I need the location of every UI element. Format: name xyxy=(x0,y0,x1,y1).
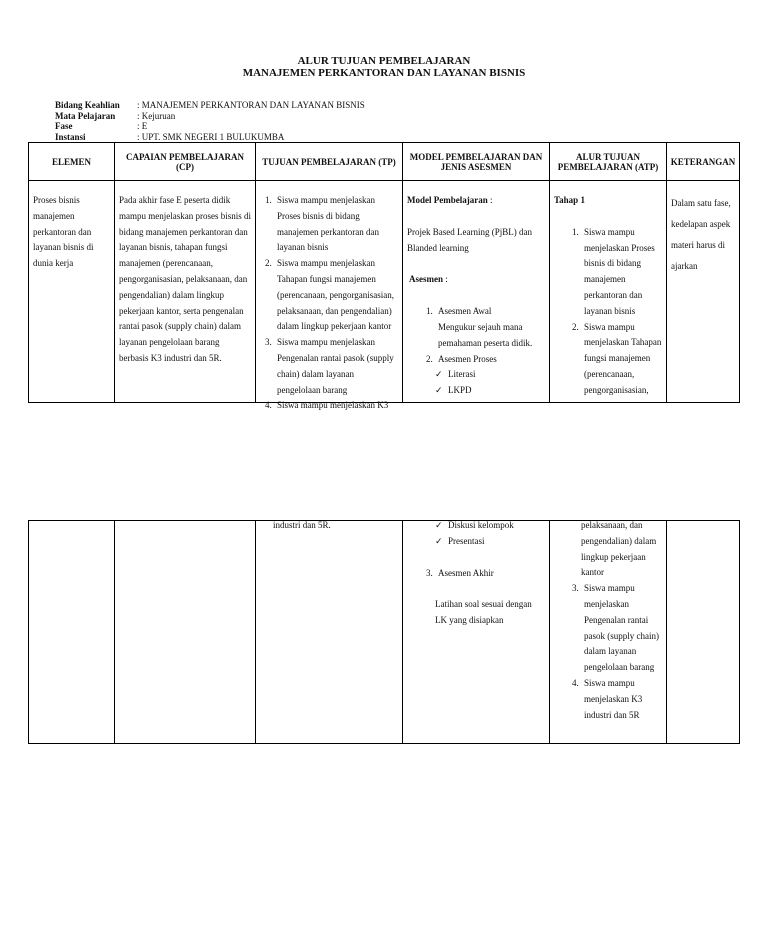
atp-item: 4. Siswa mampu menjelaskan K3 industri dan 5R xyxy=(581,676,662,723)
info-row xyxy=(55,121,365,132)
info-value: : UPT. SMK NEGERI 1 BULUKUMBA xyxy=(137,131,285,142)
header-elemen: ELEMEN xyxy=(29,143,115,181)
header-cp: CAPAIAN PEMBELAJARAN (CP) xyxy=(115,143,256,181)
atp-item: 2. Siswa mampu menjelaskan Tahapan fungsi manajemen (perencanaan, pengorganisasian, xyxy=(581,320,662,399)
cell-cp: Pada akhir fase E peserta didik mampu menjelaskan proses bisnis di bidang manajemen perkantoran dan layanan bisnis, tahapan fungsi manajemen (perencanaan, pengorganisasian, pelaksanaan, dan pengendalian) dalam lingkup pekerjaan kantor, serta pengenalan rantai pasok (supply chain) dalam layanan pengelolaan barang berbasis K3 industri dan 5R. xyxy=(119,195,251,363)
check-item: ✓ Diskusi kelompok xyxy=(448,518,545,534)
cell-atp-cont xyxy=(550,518,666,740)
atp-table-page1 xyxy=(28,142,740,411)
cell-model-cont xyxy=(403,518,549,740)
cell-atp xyxy=(550,181,666,402)
asesmen-title: Asesmen Awal xyxy=(438,306,492,317)
cell-tp xyxy=(256,181,402,411)
info-value: : Kejuruan xyxy=(137,110,176,121)
cell-elemen: Proses bisnis manajemen perkantoran dan layanan bisnis di dunia kerja xyxy=(33,195,94,269)
check-item: ✓ Literasi xyxy=(448,367,545,383)
atp-table-page2 xyxy=(28,520,740,744)
model-text: Projek Based Learning (PjBL) dan Blanded learning xyxy=(407,226,532,253)
tp-item: 2. Siswa mampu menjelaskan Tahapan fungsi manajemen (perencanaan, pengorganisasian, pelaksanaan, dan pengendalian) dalam lingkup pekerjaan kantor xyxy=(274,256,398,335)
asesmen-title: Asesmen Proses xyxy=(438,353,497,364)
info-value: : MANAJEMEN PERKANTORAN DAN LAYANAN BISNIS xyxy=(137,100,365,110)
cell-keterangan-cont xyxy=(667,521,739,743)
info-row xyxy=(55,100,365,111)
cell-keterangan: Dalam satu fase, kedelapan aspek materi harus di ajarkan xyxy=(671,198,731,271)
check-item: ✓ LKPD xyxy=(448,383,545,399)
cell-tp-cont xyxy=(256,518,402,740)
info-value: : E xyxy=(137,121,148,131)
cell-model xyxy=(403,181,549,402)
info-row xyxy=(55,111,365,122)
tp-item: 4. Siswa mampu menjelaskan K3 xyxy=(274,398,398,414)
info-label: Mata Pelajaran xyxy=(55,110,116,121)
check-item: ✓ Presentasi xyxy=(448,534,545,550)
info-label: Fase xyxy=(55,121,73,131)
info-block xyxy=(55,100,365,142)
cell-cp-cont xyxy=(115,521,255,743)
tp-item: 3. Siswa mampu menjelaskan Pengenalan rantai pasok (supply chain) dalam layanan pengelolaan barang xyxy=(274,335,398,398)
atp-item: 1. Siswa mampu menjelaskan Proses bisnis di bidang manajemen perkantoran dan layanan bisnis xyxy=(581,225,662,320)
tp-continuation: industri dan 5R. xyxy=(273,520,331,530)
asesmen-label: Asesmen xyxy=(409,274,443,285)
atp-stage-title: Tahap 1 xyxy=(554,195,585,205)
asesmen-desc: Latihan soal sesuai dengan LK yang disiapkan xyxy=(435,599,532,626)
info-label: Instansi xyxy=(55,131,86,142)
header-keterangan: KETERANGAN xyxy=(667,143,740,181)
atp-continuation: pelaksanaan, dan pengendalian) dalam lingkup pekerjaan kantor xyxy=(581,520,657,578)
tp-item: 1. Siswa mampu menjelaskan Proses bisnis di bidang manajemen perkantoran dan layanan bisnis xyxy=(274,193,398,256)
asesmen-item xyxy=(435,304,545,351)
model-colon: : xyxy=(487,195,493,205)
info-label: Bidang Keahlian xyxy=(55,100,120,110)
header-model: MODEL PEMBELAJARAN DAN JENIS ASESMEN xyxy=(403,143,550,181)
atp-item: 3. Siswa mampu menjelaskan Pengenalan rantai pasok (supply chain) dalam layanan pengelolaan barang xyxy=(581,581,662,676)
model-label: Model Pembelajaran xyxy=(407,195,488,205)
info-row xyxy=(55,132,365,143)
header-tp: TUJUAN PEMBELAJARAN (TP) xyxy=(256,143,403,181)
asesmen-title: Asesmen Akhir xyxy=(438,567,494,578)
cell-elemen-cont xyxy=(29,521,114,743)
header-atp: ALUR TUJUAN PEMBELAJARAN (ATP) xyxy=(550,143,667,181)
asesmen-item xyxy=(435,566,545,582)
asesmen-desc: Mengukur sejauh mana pemahaman peserta didik. xyxy=(438,321,533,348)
doc-title: ALUR TUJUAN PEMBELAJARAN xyxy=(297,55,471,67)
doc-subtitle: MANAJEMEN PERKANTORAN DAN LAYANAN BISNIS xyxy=(242,67,526,79)
asesmen-colon: : xyxy=(443,274,448,285)
asesmen-item xyxy=(435,352,545,368)
